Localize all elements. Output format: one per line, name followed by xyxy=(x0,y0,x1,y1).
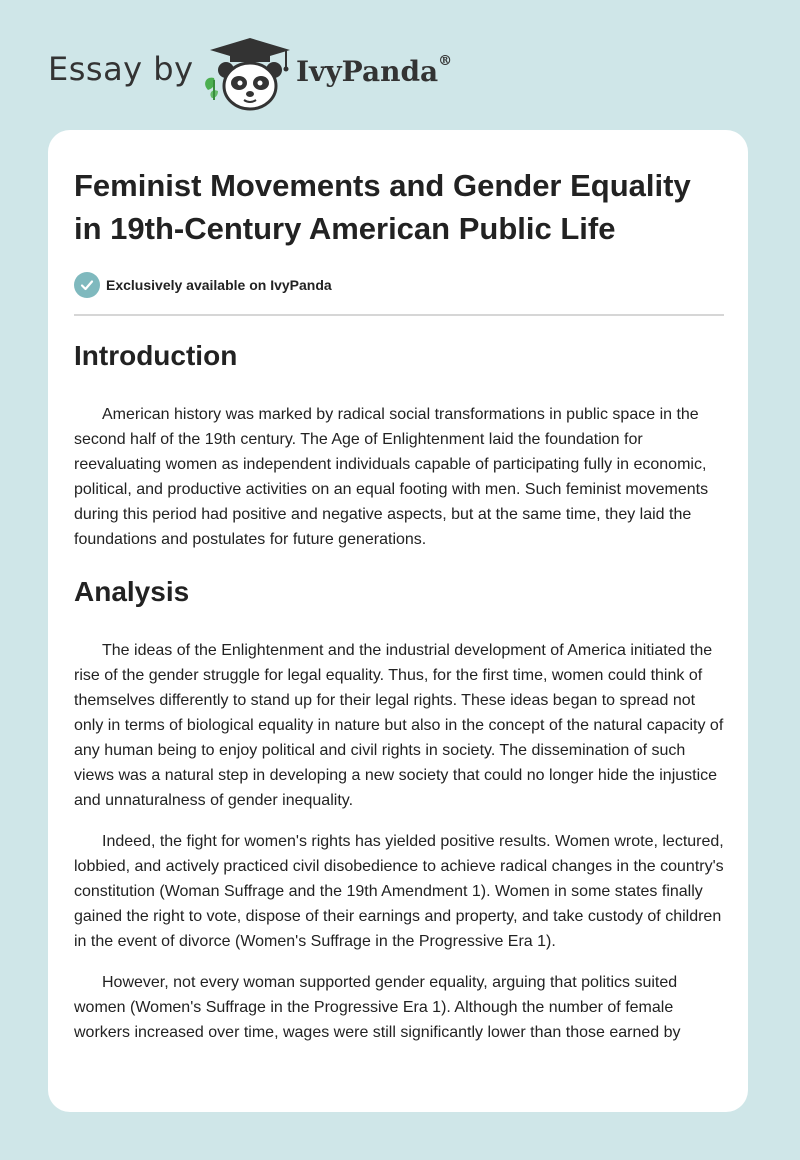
paragraph: Indeed, the fight for women's rights has yielded positive results. Women wrote, lectured, lobbied, and actively practiced civil disobedience to achieve radical changes in the country's constitution (Woman Suffrage and the 19th Amendment 1). Women in some states finally gained the right to vote, dispose of their earnings and property, and take custody of children in the event of divorce (Women's Suffrage in the Progressive Era 1). xyxy=(74,833,724,950)
paragraph: American history was marked by radical social transformations in public space in the second half of the 19th century. The Age of Enlightenment laid the foundation for reevaluating women as independent individuals capable of participating fully in economic, political, and productive activities on an equal footing with men. Such feminist movements during this period had positive and negative aspects, but at the same time, they laid the foundations and postulates for future generations. xyxy=(74,406,709,548)
essay-content xyxy=(74,164,724,1045)
page-title: Feminist Movements and Gender Equality in 19th-Century American Public Life xyxy=(74,168,691,246)
check-circle-icon xyxy=(74,272,100,298)
panda-graduate-icon[interactable] xyxy=(200,34,296,112)
essay-by-label: Essay by xyxy=(48,50,194,88)
site-header xyxy=(0,0,800,120)
exclusive-badge xyxy=(74,272,724,298)
ivy-leaf-icon xyxy=(205,78,218,100)
paragraph: The ideas of the Enlightenment and the industrial development of America initiated the rise of the gender struggle for legal equality. Thus, for the first time, women could think of themselves differently to stand up for their legal rights. These ideas began to spread not only in terms of biological equality in nature but also in the concept of the natural capacity of any human being to enjoy political and civil rights in society. The dissemination of such views was a natural step in developing a new society that could no longer hide the injustice and unnaturalness of gender inequality. xyxy=(74,642,724,809)
divider xyxy=(74,314,724,316)
trademark-symbol: ® xyxy=(438,53,453,69)
section-heading-analysis: Analysis xyxy=(74,576,190,607)
section-heading-introduction: Introduction xyxy=(74,340,238,371)
essay-card xyxy=(48,130,748,1112)
brand-name[interactable]: IvyPanda® xyxy=(296,53,453,88)
exclusive-badge-text: Exclusively available on IvyPanda xyxy=(106,277,332,293)
paragraph: However, not every woman supported gender equality, arguing that politics suited women (Women's Suffrage in the Progressive Era 1). Although the number of female workers increased over time, wages were still significantly lower than those earned by xyxy=(74,974,681,1041)
